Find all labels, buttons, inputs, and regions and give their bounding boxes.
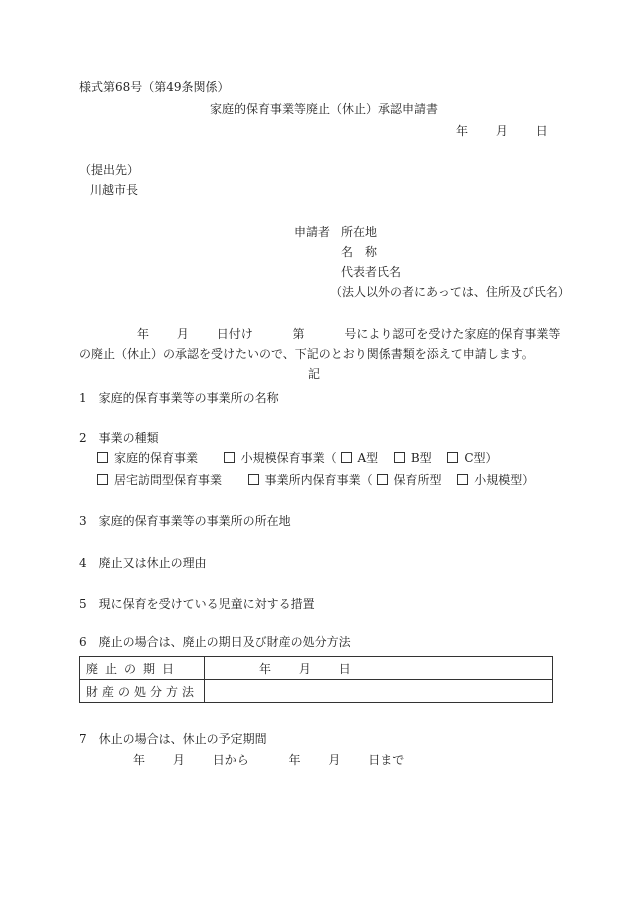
abolition-day: 日 bbox=[338, 661, 351, 676]
label-workplace-small: 小規模型） bbox=[474, 473, 535, 487]
checkbox-home-visit[interactable] bbox=[97, 474, 108, 485]
applicant-label: 申請者 bbox=[294, 225, 331, 239]
date-day: 日 bbox=[535, 124, 548, 138]
section-6: 6 廃止の場合は、廃止の期日及び財産の処分方法 bbox=[79, 635, 351, 649]
applicant-name: 名 称 bbox=[341, 245, 378, 259]
checkbox-small-scale-a[interactable] bbox=[341, 452, 352, 463]
applicant-representative: 代表者氏名 bbox=[341, 265, 402, 279]
disposal-method-value[interactable] bbox=[205, 680, 553, 703]
checkbox-workplace[interactable] bbox=[248, 474, 259, 485]
abolition-date-value[interactable] bbox=[205, 657, 553, 680]
disposal-method-label: 財産の処分方法 bbox=[80, 680, 205, 703]
body-month: 月 bbox=[176, 327, 189, 341]
label-workplace: 事業所内保育事業（ bbox=[264, 473, 373, 487]
body-rest: 号により認可を受けた家庭的保育事業等 bbox=[344, 327, 561, 341]
checkbox-small-scale-c[interactable] bbox=[447, 452, 458, 463]
label-small-scale: 小規模保育事業（ bbox=[240, 451, 337, 465]
body-date-attached: 日付け bbox=[216, 327, 253, 341]
checkbox-workplace-small[interactable] bbox=[457, 474, 468, 485]
body-no-prefix: 第 bbox=[292, 327, 305, 341]
checkbox-workplace-nursery[interactable] bbox=[377, 474, 388, 485]
business-type-row-1 bbox=[97, 450, 498, 466]
applicant-address: 所在地 bbox=[341, 225, 378, 239]
applicant-note: （法人以外の者にあっては、住所及び氏名） bbox=[330, 285, 570, 299]
suspension-period bbox=[133, 752, 404, 768]
body-year: 年 bbox=[137, 327, 150, 341]
section-4: 4 廃止又は休止の理由 bbox=[79, 556, 207, 570]
checkbox-family-childcare[interactable] bbox=[97, 452, 108, 463]
label-small-scale-a: A型 bbox=[357, 451, 379, 465]
section-2: 2 事業の種類 bbox=[79, 431, 159, 445]
label-home-visit: 居宅訪問型保育事業 bbox=[114, 473, 223, 487]
suspension-from-day: 日から bbox=[212, 753, 249, 767]
label-small-scale-c: C型） bbox=[464, 451, 498, 465]
body-line-1 bbox=[137, 326, 560, 342]
section-3: 3 家庭的保育事業等の事業所の所在地 bbox=[79, 514, 291, 528]
suspension-to-year: 年 bbox=[288, 753, 301, 767]
table-row bbox=[80, 680, 553, 703]
label-workplace-nursery: 保育所型 bbox=[393, 473, 442, 487]
table-row bbox=[80, 657, 553, 680]
form-number: 様式第68号（第49条関係） bbox=[79, 80, 230, 94]
abolition-month: 月 bbox=[298, 661, 311, 676]
submission-date bbox=[456, 123, 548, 139]
checkbox-small-scale-b[interactable] bbox=[394, 452, 405, 463]
ki-heading: 記 bbox=[308, 367, 321, 381]
suspension-from-year: 年 bbox=[133, 753, 146, 767]
recipient-label: （提出先） bbox=[79, 163, 140, 177]
label-family-childcare: 家庭的保育事業 bbox=[114, 451, 199, 465]
abolition-year: 年 bbox=[259, 661, 272, 676]
suspension-to-day: 日まで bbox=[368, 753, 405, 767]
date-month: 月 bbox=[495, 124, 508, 138]
section-5: 5 現に保育を受けている児童に対する措置 bbox=[79, 597, 315, 611]
abolition-table bbox=[79, 656, 553, 703]
body-line-2: の廃止（休止）の承認を受けたいので、下記のとおり関係書類を添えて申請します。 bbox=[79, 347, 534, 361]
checkbox-small-scale[interactable] bbox=[224, 452, 235, 463]
form-title: 家庭的保育事業等廃止（休止）承認申請書 bbox=[210, 102, 439, 116]
business-type-row-2 bbox=[97, 472, 534, 488]
suspension-to-month: 月 bbox=[328, 753, 341, 767]
date-year: 年 bbox=[456, 124, 469, 138]
section-1: 1 家庭的保育事業等の事業所の名称 bbox=[79, 391, 279, 405]
abolition-date-label: 廃止の期日 bbox=[80, 657, 205, 680]
suspension-from-month: 月 bbox=[172, 753, 185, 767]
recipient-name: 川越市長 bbox=[90, 183, 139, 197]
label-small-scale-b: B型 bbox=[410, 451, 432, 465]
section-7: 7 休止の場合は、休止の予定期間 bbox=[79, 732, 267, 746]
